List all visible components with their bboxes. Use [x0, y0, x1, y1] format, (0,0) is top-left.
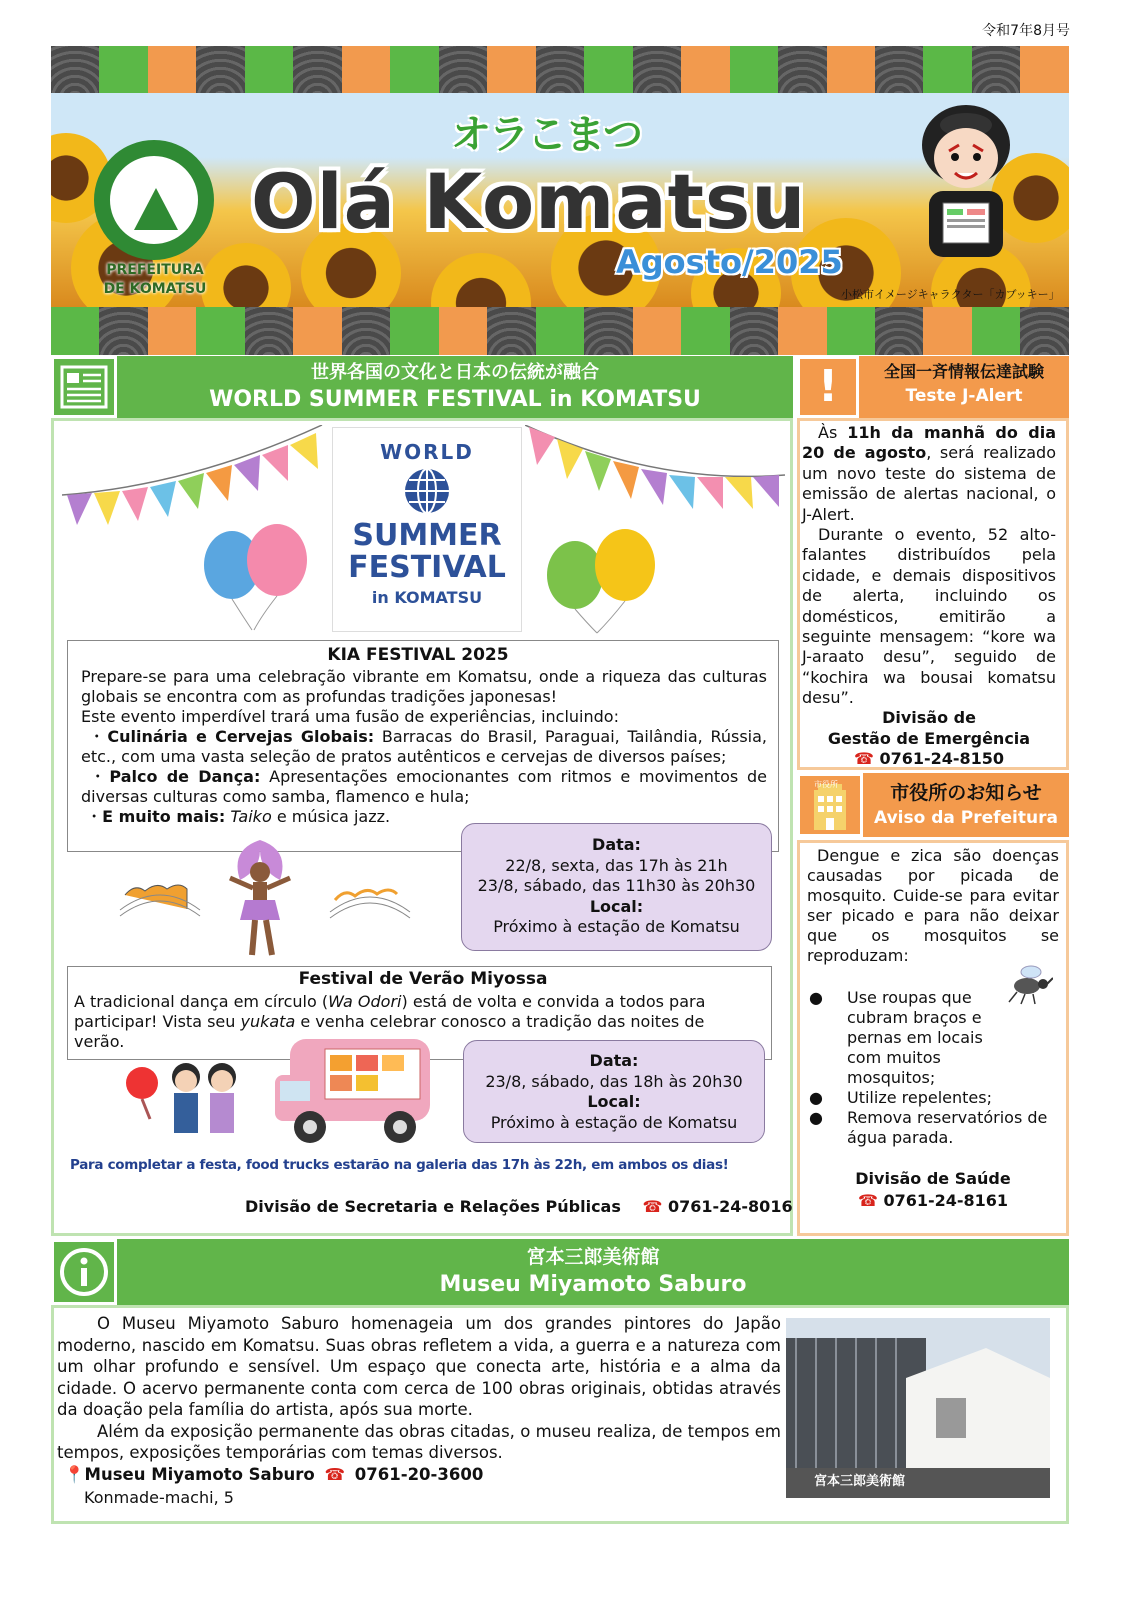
festival-contact-phone: 0761-24-8016	[667, 1197, 793, 1216]
kia-item-2-label: Palco de Dança:	[109, 767, 261, 786]
miyossa-date-label: Data:	[589, 1051, 639, 1070]
notice-heading-title: Aviso da Prefeitura	[874, 808, 1058, 828]
kia-local: Próximo à estação de Komatsu	[493, 917, 740, 936]
title-japanese: オラこまつ	[451, 112, 641, 158]
kia-date-2: 23/8, sábado, das 11h30 às 20h30	[477, 876, 756, 895]
bunting-right-icon	[525, 425, 787, 635]
museum-p1: O Museu Miyamoto Saburo homenageia um dos grandes pintores do Japão moderno, nascido em Komatsu. Suas obras refletem a vida, a guerra e a natureza com um olhar profundo e sensível. Um espaço que conecta arte, história e a alma da cidade. O acervo permanente conta com cerca de 100 obras originais, obtidas através da doação pela família do artista, após sua morte.	[57, 1314, 781, 1419]
kia-date-label: Data:	[592, 835, 641, 854]
jalert-p2: Durante o evento, 52 alto-falantes distribuídos pela cidade, e demais dispositivos de alerta, incluindo os domésticos, emitirão a seguinte mensagem: “kore wa J-araato desu”, seguido de “kochira wa bousai komatsu desu”.	[802, 525, 1056, 708]
museum-place: Museu Miyamoto Saburo	[84, 1465, 315, 1484]
kia-item-1-label: Culinária e Cervejas Globais:	[107, 727, 375, 746]
logo-line-3: FESTIVAL	[348, 550, 506, 585]
miyossa-text-c: e venha celebrar conosco a tradição das noites de verão.	[74, 1012, 705, 1051]
phone-icon: ☎	[857, 1191, 878, 1210]
location-pin-icon: 📍	[64, 1465, 85, 1484]
org-line-1: PREFEITURA	[106, 262, 204, 278]
notice-bullet-3: Remova reservatórios de água parada.	[847, 1108, 1048, 1147]
museum-text	[57, 1313, 781, 1464]
jalert-heading	[859, 356, 1069, 418]
mascot-caption: 小松市イメージキャラクター「カブッキー」	[841, 288, 1060, 301]
city-hall-sign: 市役所	[814, 780, 838, 789]
jalert-p1-a: Às	[818, 423, 848, 442]
header-banner	[51, 93, 1069, 307]
list-item	[807, 988, 1059, 1088]
kia-item-2-text: Apresentações emocionantes com ritmos e movimentos de diversas culturas como samba, flamenco e hula;	[81, 767, 767, 806]
jalert-phone: 0761-24-8150	[879, 749, 1005, 768]
kia-item-1: ・Culinária e Cervejas Globais: Barracas do Brasil, Paraguai, Tailândia, Rússia, etc., com uma vasta seleção de pratos autênticos e cervejas de diversos países;	[81, 727, 768, 766]
list-item	[807, 1088, 1059, 1108]
miyossa-local: Próximo à estação de Komatsu	[490, 1112, 738, 1132]
bullet-icon: ●	[809, 1108, 823, 1127]
miyossa-text-a: A tradicional dança em círculo (	[74, 992, 329, 1011]
kia-item-3-label: E muito mais:	[102, 807, 226, 826]
food-truck-icon	[120, 1035, 440, 1150]
festival-heading-jp: 世界各国の文化と日本の伝統が融合	[311, 362, 599, 383]
mascot-character-icon	[911, 103, 1021, 263]
museum-contact	[64, 1465, 483, 1485]
jalert-division	[802, 708, 1056, 770]
notice-phone: 0761-24-8161	[883, 1191, 1009, 1210]
issue-date: 令和7年8月号	[982, 23, 1070, 39]
notice-heading-jp: 市役所のお知らせ	[890, 782, 1042, 804]
notice-division-name: Divisão de Saúde	[855, 1169, 1011, 1188]
phone-icon: ☎	[642, 1197, 663, 1216]
museum-heading	[117, 1239, 1069, 1305]
museum-heading-jp: 宮本三郎美術館	[526, 1246, 660, 1268]
kia-date-1: 22/8, sexta, das 17h às 21h	[505, 855, 728, 875]
logo-line-1: WORLD	[380, 440, 474, 464]
jalert-division-1: Divisão de	[882, 708, 976, 727]
kia-item-2: ・Palco de Dança: Apresentações emocionantes com ritmos e movimentos de diversas culturas como samba, flamenco e hula;	[81, 767, 767, 806]
miyossa-text-b: ) está de volta e convida a todos para participar! Vista seu	[74, 992, 706, 1031]
header-pattern-bottom	[51, 307, 1069, 355]
notice-bullets	[807, 988, 1059, 1148]
bullet-icon: ●	[809, 1088, 823, 1107]
bullet-icon: ●	[809, 988, 823, 1007]
jalert-p1-b: , será realizado um novo teste do sistema de emissão de alertas nacional, o J-Alert.	[802, 443, 1056, 524]
notice-bullet-1: Use roupas que cubram braços e pernas em locais com muitos mosquitos;	[847, 988, 983, 1087]
miyossa-italic-1: Wa Odori	[328, 992, 402, 1011]
notice-division	[807, 1168, 1059, 1212]
city-hall-icon	[797, 773, 863, 837]
kia-date-box	[461, 823, 772, 951]
info-icon	[51, 1239, 117, 1305]
world-summer-festival-logo	[332, 427, 522, 632]
kia-local-label: Local:	[589, 896, 644, 916]
notice-p1: Dengue e zica são doenças causadas por picada de mosquito. Cuide-se para evitar ser picado e para não deixar que os mosquitos se reproduzam:	[807, 846, 1059, 965]
museum-address: Konmade-machi, 5	[84, 1488, 234, 1507]
logo-line-2: SUMMER	[352, 518, 502, 553]
notice-bullet-2: Utilize repelentes;	[847, 1088, 992, 1107]
samba-dancer-icon	[105, 840, 435, 960]
notice-heading	[863, 773, 1069, 837]
city-name	[103, 261, 207, 299]
logo-line-4: in KOMATSU	[371, 588, 483, 607]
festival-contact-division: Divisão de Secretaria e Relações Públicas	[245, 1197, 621, 1216]
miyossa-title: Festival de Verão Miyossa	[278, 969, 568, 989]
museum-sign: 宮本三郎美術館	[814, 1474, 906, 1489]
list-item	[807, 1108, 1059, 1148]
phone-icon: ☎	[324, 1465, 346, 1484]
warning-icon: !	[797, 356, 859, 418]
museum-photo	[786, 1318, 1050, 1498]
phone-icon: ☎	[853, 749, 874, 768]
miyossa-local-label: Local:	[587, 1092, 641, 1111]
miyossa-date-1: 23/8, sábado, das 18h às 20h30	[485, 1071, 743, 1091]
jalert-p1-bold: 11h da manhã do dia 20 de agosto	[802, 423, 1056, 463]
kia-item-3: ・E muito mais: Taiko e música jazz.	[81, 807, 391, 826]
museum-p2: Além da exposição permanente das obras citadas, o museu realiza, de tempos em tempos, exposições temporárias com temas diversos.	[57, 1421, 781, 1462]
bunting-left-icon	[62, 425, 332, 635]
festival-heading	[117, 356, 793, 418]
festival-heading-title: WORLD SUMMER FESTIVAL in KOMATSU	[209, 387, 701, 412]
kia-item-1-text: Barracas do Brasil, Paraguai, Tailândia, Rússia, etc., com uma vasta seleção de pratos autênticos e cervejas de diversos países;	[81, 727, 768, 766]
newsletter-title: Olá Komatsu	[251, 157, 807, 246]
kia-item-3-text: e música jazz.	[271, 807, 391, 826]
kia-title: KIA FESTIVAL 2025	[318, 645, 518, 665]
jalert-division-2: Gestão de Emergência	[827, 728, 1031, 748]
globe-icon	[402, 466, 452, 516]
news-icon	[51, 356, 117, 418]
museum-heading-title: Museu Miyamoto Saburo	[439, 1272, 747, 1297]
festival-contact	[245, 1197, 793, 1216]
kia-intro: Prepare-se para uma celebração vibrante em Komatsu, onde a riqueza das culturas globais se encontra com as profundas tradições japonesas!	[81, 667, 767, 706]
foodtruck-note: Para completar a festa, food trucks estarão na galeria das 17h às 22h, em ambos os dias!	[70, 1157, 729, 1173]
jalert-text	[802, 423, 1056, 709]
header-pattern-top	[51, 46, 1069, 94]
museum-phone: 0761-20-3600	[354, 1465, 484, 1484]
kia-intro-2: Este evento imperdível trará uma fusão de experiências, incluindo:	[81, 707, 619, 726]
jalert-heading-title: Teste J-Alert	[905, 386, 1023, 406]
kia-item-3-italic: Taiko	[230, 807, 272, 826]
edition-label: Agosto/2025	[616, 243, 843, 281]
pine-logo-icon	[134, 188, 178, 230]
jalert-heading-jp: 全国一斉情報伝達試験	[883, 362, 1044, 381]
kia-festival-box	[67, 640, 779, 852]
org-line-2: DE KOMATSU	[103, 281, 207, 297]
miyossa-date-box	[463, 1040, 765, 1143]
miyossa-italic-2: yukata	[240, 1012, 296, 1031]
